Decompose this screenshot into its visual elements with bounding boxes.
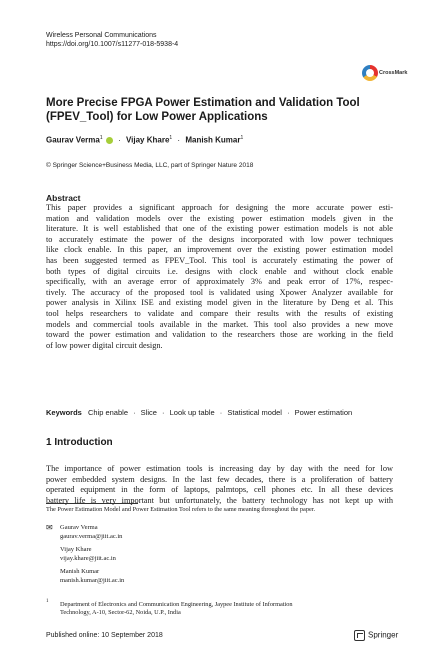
crossmark-label: CrossMark bbox=[379, 70, 408, 76]
abstract-line: literature. It is well established that one of the existing power estimation models is not able bbox=[46, 224, 393, 234]
publisher-name: Springer bbox=[368, 630, 399, 640]
affiliation bbox=[60, 601, 293, 617]
contact-email[interactable]: vijay.khare@jiit.ac.in bbox=[60, 555, 116, 562]
contact-name: Gaurav Verma bbox=[60, 524, 98, 531]
keyword: Slice bbox=[140, 408, 157, 417]
author-separator: · bbox=[177, 135, 181, 145]
abstract-line: models and commercial tools available in the market. This tool also provides a new move bbox=[46, 319, 393, 329]
abstract-line: tively. The accuracy of the proposed tool is validated using Xpower Analyzer available for bbox=[46, 287, 393, 297]
keywords bbox=[46, 408, 352, 417]
author-list bbox=[46, 135, 243, 145]
author-separator: · bbox=[118, 135, 121, 145]
keywords-label: Keywords bbox=[46, 408, 82, 417]
introduction-body bbox=[46, 464, 393, 506]
keyword-separator: · bbox=[133, 408, 136, 417]
abstract-line: power analysis in Xilinx ISE and existing model given in the literature by Deng et al. This bbox=[46, 298, 393, 308]
affiliation-line-2: Technology, A-10, Sector-62, Noida, U.P., India bbox=[60, 609, 181, 616]
abstract-line: has been suggested termed as FPEV_Tool. This tool is accurately estimating the power of bbox=[46, 255, 393, 265]
intro-line: battery life is very important but unfortunately, the battery technology has not kept up with bbox=[46, 495, 393, 505]
contact-name: Vijay Khare bbox=[60, 546, 92, 553]
intro-line: operated equipment in the form of laptops, palmtops, cell phones etc. In all these devices bbox=[46, 485, 393, 495]
orcid-icon[interactable] bbox=[106, 137, 113, 144]
keyword: Look up table bbox=[169, 408, 215, 417]
intro-line: power embedded system designs. In the last few decades, there is a proliferation of battery bbox=[46, 474, 393, 484]
section-heading-introduction: 1 Introduction bbox=[46, 437, 113, 448]
author-name[interactable]: Vijay Khare bbox=[125, 135, 170, 145]
abstract-heading: Abstract bbox=[46, 193, 81, 203]
title-line-1: More Precise FPGA Power Estimation and Validation Tool bbox=[46, 97, 360, 109]
copyright-notice: © Springer Science+Business Media, LLC, part of Springer Nature 2018 bbox=[46, 162, 254, 169]
journal-name: Wireless Personal Communications bbox=[46, 32, 157, 39]
keyword-separator: · bbox=[287, 408, 290, 417]
contact-name: Manish Kumar bbox=[60, 568, 100, 575]
abstract-line: specifically, with an average error of approximately 3% and peak error of 17%, respec- bbox=[46, 277, 393, 287]
author-affiliation-mark: 1 bbox=[99, 135, 103, 141]
abstract-line: mation and validation models over the existing power estimation models given in the bbox=[46, 213, 393, 223]
keyword: Statistical model bbox=[227, 408, 282, 417]
abstract-body bbox=[46, 203, 393, 351]
author-name[interactable]: Manish Kumar bbox=[185, 135, 241, 145]
author-affiliation-mark: 1 bbox=[169, 135, 173, 141]
abstract-line: This paper provides a significant approach for designing the more accurate power esti- bbox=[46, 203, 393, 212]
keyword: Chip enable bbox=[87, 408, 128, 417]
crossmark-badge[interactable] bbox=[362, 62, 408, 88]
affiliation-mark: 1 bbox=[46, 599, 49, 604]
keyword: Power estimation bbox=[294, 408, 353, 417]
intro-line: The importance of power estimation tools is increasing day by day with the need for low bbox=[46, 464, 393, 473]
abstract-line: both types of digital circuits i.e. designs with clock enable and without clock enable bbox=[46, 266, 393, 276]
publisher-logo bbox=[354, 630, 398, 641]
footnote: The Power Estimation Model and Power Estimation Tool refers to the same meaning throughout the paper. bbox=[46, 506, 316, 513]
author-affiliation-mark: 1 bbox=[240, 135, 244, 141]
abstract-line: to accurately estimate the power of the designs incorporated with low power techniques bbox=[46, 234, 393, 244]
contact-email[interactable]: gaurav.verma@jiit.ac.in bbox=[60, 533, 123, 540]
published-date: Published online: 10 September 2018 bbox=[46, 632, 163, 639]
contact-email[interactable]: manish.kumar@jiit.ac.in bbox=[60, 577, 125, 584]
keyword-separator: · bbox=[219, 408, 223, 417]
author-name[interactable]: Gaurav Verma bbox=[46, 135, 100, 145]
abstract-line: like clock enable. In this paper, an improvement over the existing power estimation model bbox=[46, 245, 393, 255]
article-title bbox=[46, 96, 406, 124]
footnote-divider bbox=[46, 503, 138, 504]
affiliation-line-1: Department of Electronics and Communication Engineering, Jaypee Institute of Information bbox=[60, 601, 293, 608]
abstract-line: of low power digital circuit design. bbox=[46, 340, 163, 350]
crossmark-icon bbox=[362, 65, 378, 81]
keyword-separator: · bbox=[162, 408, 165, 417]
doi-link[interactable]: https://doi.org/10.1007/s11277-018-5938-4 bbox=[46, 41, 179, 48]
abstract-line: toward the power estimation and validation to the researchers those are working in the field bbox=[46, 330, 393, 340]
title-line-2: (FPEV_Tool) for Low Power Applications bbox=[46, 111, 268, 123]
springer-horse-icon bbox=[354, 630, 365, 641]
abstract-line: tool helps researchers to validate and compare their results with the results of existing bbox=[46, 308, 393, 318]
envelope-icon: ✉ bbox=[46, 523, 53, 532]
